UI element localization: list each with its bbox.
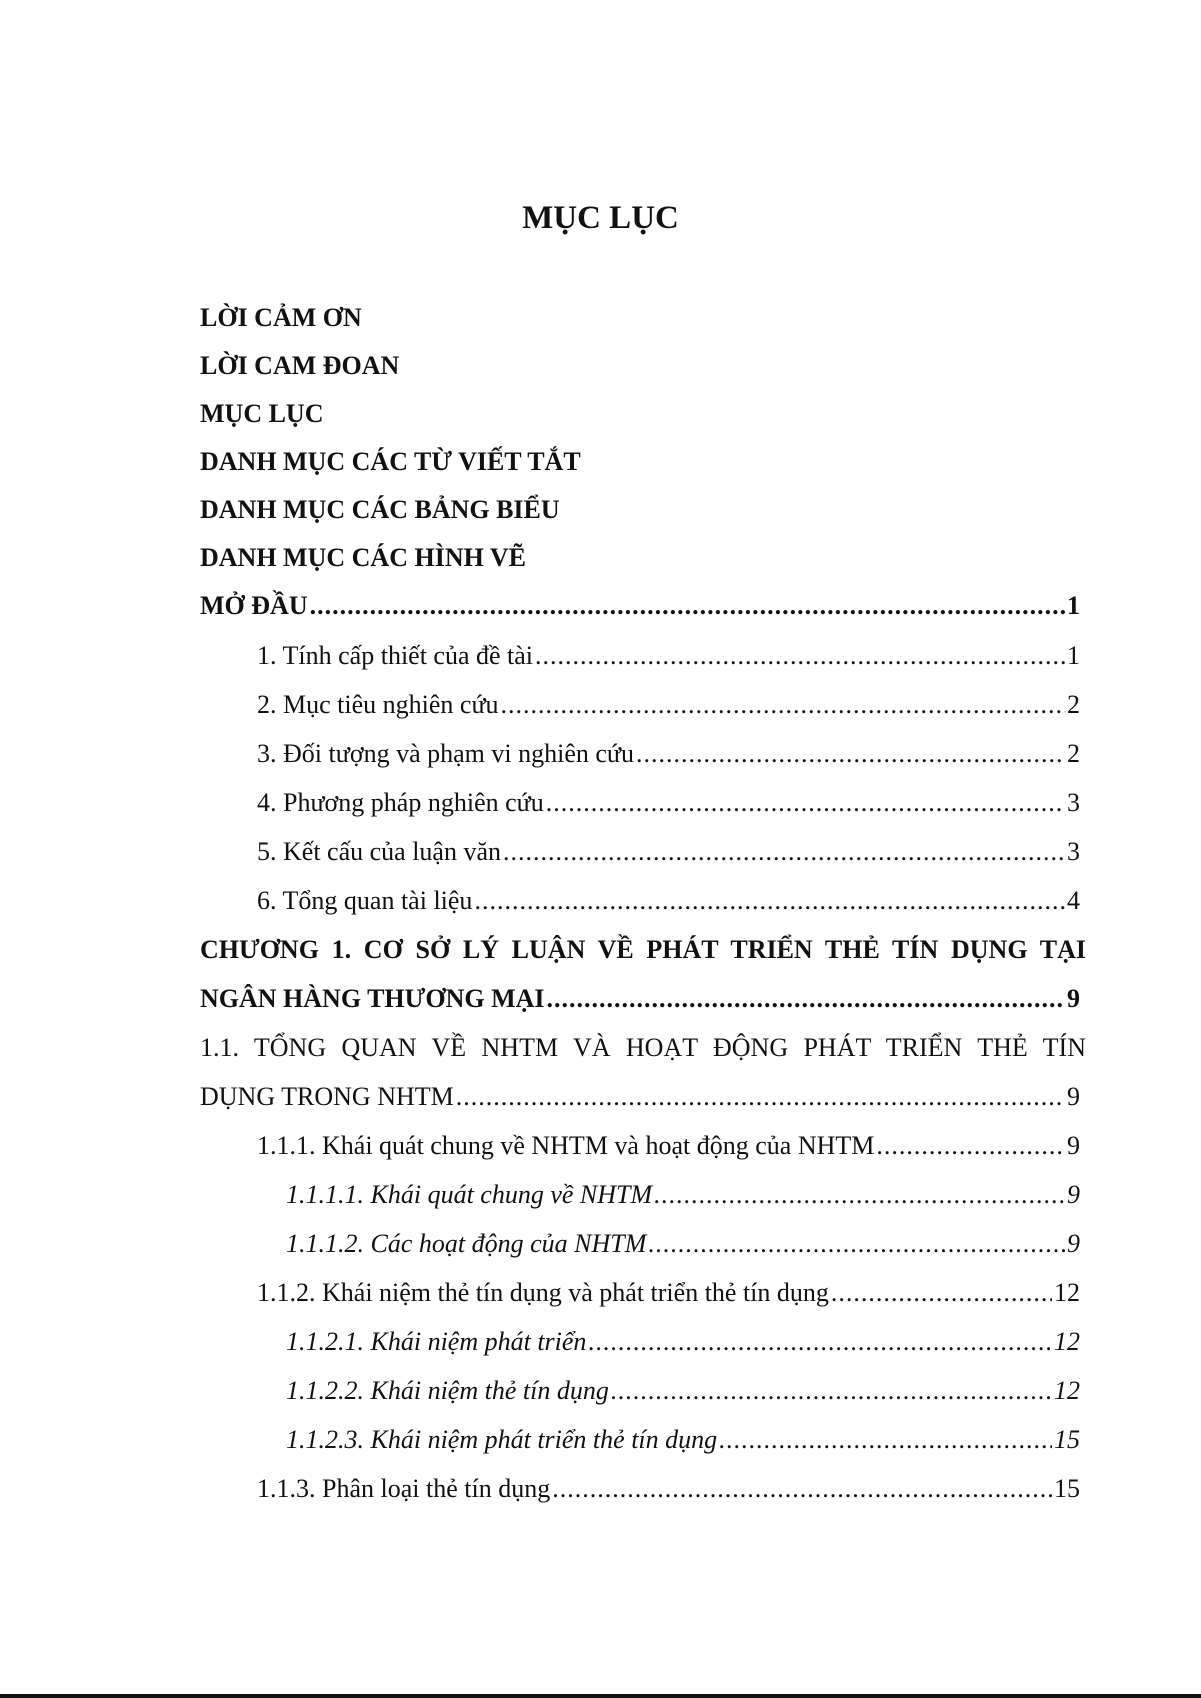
toc-item-label: 1.1.2. Khái niệm thẻ tín dụng và phát triển thẻ tín dụng [257,1278,829,1307]
toc-front-matter-item[interactable] [200,440,581,484]
toc-item-label: 1.1.2.3. Khái niệm phát triển thẻ tín dụng [286,1425,718,1454]
toc-item-label: 1.1.1. Khái quát chung về NHTM và hoạt động của NHTM [257,1131,875,1160]
toc-front-matter-item[interactable] [200,344,399,388]
toc-leader-dots [831,1271,1052,1315]
toc-item-label: 6. Tổng quan tài liệu [257,886,473,915]
toc-item-label: MỤC LỤC [200,399,324,428]
toc-leader-dots [648,1222,1065,1266]
toc-page-number: 1 [1067,641,1080,670]
toc-chapter-heading-line1[interactable] [200,928,1086,972]
toc-item-label: DANH MỤC CÁC HÌNH VẼ [200,543,526,572]
toc-entry[interactable] [257,879,1080,923]
toc-leader-dots [876,1124,1065,1168]
toc-entry[interactable] [200,977,1080,1021]
toc-entry[interactable] [257,683,1080,727]
toc-entry[interactable] [286,1369,1080,1413]
toc-page-number: 12 [1054,1376,1080,1405]
page-title: MỤC LỤC [522,200,679,236]
toc-leader-dots [719,1418,1052,1462]
toc-entry[interactable] [257,830,1080,874]
toc-entry[interactable] [257,1467,1080,1511]
toc-item-label: 5. Kết cấu của luận văn [257,837,502,866]
toc-entry[interactable] [286,1320,1080,1364]
toc-leader-dots [636,732,1065,776]
toc-item-label: 2. Mục tiêu nghiên cứu [257,690,499,719]
toc-entry[interactable] [286,1173,1080,1217]
toc-page-number: 4 [1067,886,1080,915]
toc-page-number: 9 [1067,1082,1080,1111]
toc-item-label: DỤNG TRONG NHTM [200,1082,454,1111]
toc-leader-dots [588,1320,1052,1364]
toc-leader-dots [654,1173,1065,1217]
toc-item-label: DANH MỤC CÁC TỪ VIẾT TẮT [200,447,581,476]
toc-page-number: 9 [1067,1180,1080,1209]
toc-page-number: 9 [1067,984,1080,1013]
toc-item-label: DANH MỤC CÁC BẢNG BIỂU [200,495,560,524]
toc-leader-dots [501,683,1065,727]
toc-item-label: 1.1.2.2. Khái niệm thẻ tín dụng [286,1376,609,1405]
toc-item-label: NGÂN HÀNG THƯƠNG MẠI [200,984,545,1013]
toc-front-matter-item[interactable] [200,296,362,340]
toc-page-number: 15 [1054,1474,1080,1503]
toc-item-label: 1. Tính cấp thiết của đề tài [257,641,534,670]
toc-item-label: LỜI CAM ĐOAN [200,351,400,380]
toc-item-label: 4. Phương pháp nghiên cứu [257,788,544,817]
toc-entry[interactable] [200,584,1080,628]
toc-leader-dots [552,1467,1052,1511]
toc-entry[interactable] [257,634,1080,678]
toc-entry[interactable] [257,1124,1080,1168]
toc-leader-dots [546,781,1065,825]
toc-leader-dots [547,977,1066,1021]
toc-item-label: MỞ ĐẦU [200,591,308,620]
toc-section-heading-line1[interactable] [200,1026,1086,1070]
toc-item-label: 1.1.3. Phân loại thẻ tín dụng [257,1474,551,1503]
toc-item-label: 1.1. TỔNG QUAN VỀ NHTM VÀ HOẠT ĐỘNG PHÁT TRIỂN THẺ TÍN [200,1033,1086,1062]
toc-item-label: 3. Đối tượng và phạm vi nghiên cứu [257,739,634,768]
toc-page-number: 3 [1067,837,1080,866]
toc-leader-dots [503,830,1065,874]
toc-page-number: 12 [1054,1327,1080,1356]
toc-front-matter-item[interactable] [200,488,560,532]
toc-leader-dots [474,879,1065,923]
page-bottom-border [0,1694,1201,1698]
toc-page-number: 9 [1067,1131,1080,1160]
toc-entry[interactable] [286,1418,1080,1462]
toc-leader-dots [535,634,1065,678]
toc-page-number: 9 [1067,1229,1080,1258]
toc-leader-dots [310,584,1065,628]
toc-page-number: 3 [1067,788,1080,817]
toc-entry[interactable] [257,732,1080,776]
toc-entry[interactable] [257,781,1080,825]
toc-item-label: LỜI CẢM ƠN [200,303,362,332]
toc-item-label: 1.1.1.1. Khái quát chung về NHTM [286,1180,653,1209]
toc-item-label: 1.1.1.2. Các hoạt động của NHTM [286,1229,647,1258]
toc-leader-dots [611,1369,1052,1413]
toc-page-number: 15 [1054,1425,1080,1454]
toc-page-number: 12 [1054,1278,1080,1307]
toc-page-number: 2 [1067,690,1080,719]
toc-item-label: 1.1.2.1. Khái niệm phát triển [286,1327,587,1356]
toc-page-number: 2 [1067,739,1080,768]
toc-page-number: 1 [1067,591,1080,620]
toc-item-label: CHƯƠNG 1. CƠ SỞ LÝ LUẬN VỀ PHÁT TRIỂN THẺ TÍN DỤNG TẠI [200,935,1086,964]
toc-front-matter-item[interactable] [200,536,526,580]
toc-entry[interactable] [200,1075,1080,1119]
toc-entry[interactable] [286,1222,1080,1266]
toc-entry[interactable] [257,1271,1080,1315]
toc-front-matter-item[interactable] [200,392,324,436]
toc-leader-dots [456,1075,1065,1119]
